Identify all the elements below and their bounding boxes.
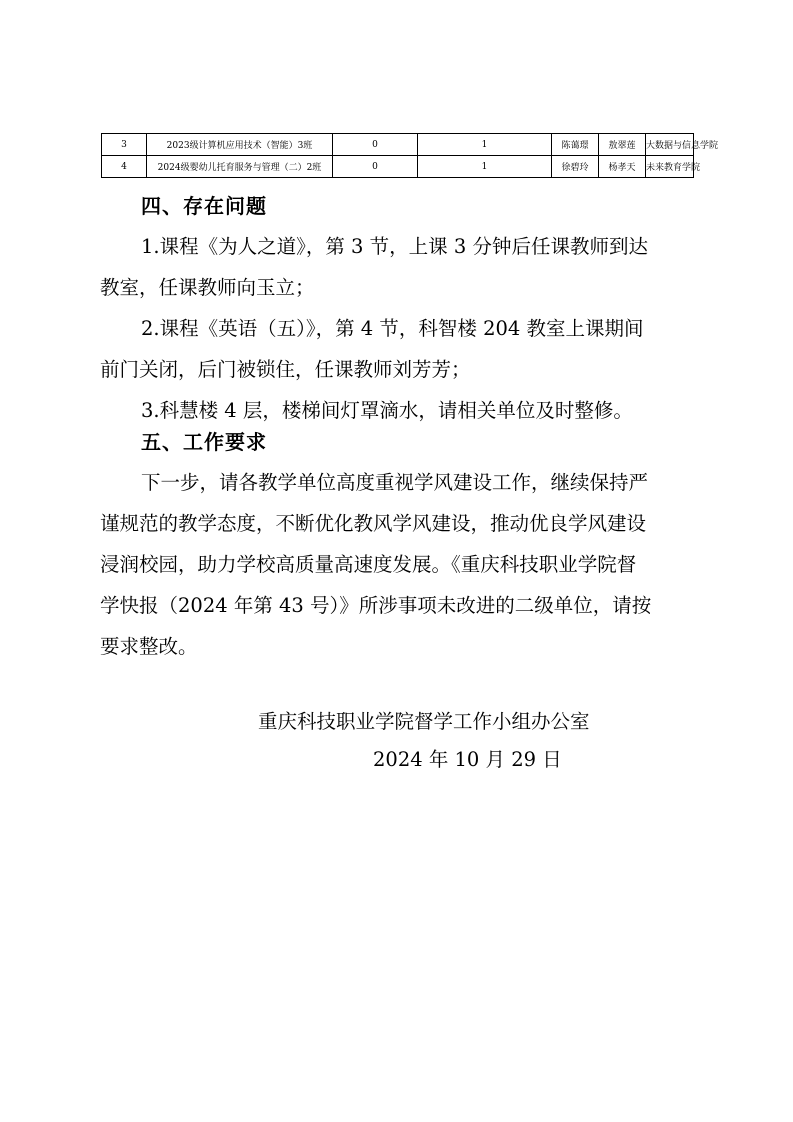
signature-date: 2024 年 10 月 29 日 xyxy=(373,748,562,771)
cell-person-1: 徐碧玲 xyxy=(552,156,599,178)
requirements-line-1: 下一步，请各教学单位高度重视学风建设工作，继续保持严 xyxy=(141,471,649,494)
requirements-line-2: 谨规范的教学态度，不断优化教风学风建设，推动优良学风建设 xyxy=(100,512,647,535)
cell-college: 大数据与信息学院 xyxy=(646,134,694,156)
inspection-table xyxy=(101,133,719,178)
problem-item-2-line-1: 2.课程《英语（五）》，第 4 节，科智楼 204 教室上课期间 xyxy=(141,317,644,340)
cell-count-2: 1 xyxy=(418,156,552,178)
cell-class: 2024级婴幼儿托育服务与管理（二）2班 xyxy=(147,156,333,178)
problem-item-2-line-2: 前门关闭，后门被锁住，任课教师刘芳芳； xyxy=(100,358,471,381)
cell-count-1: 0 xyxy=(333,156,418,178)
cell-count-1: 0 xyxy=(333,134,418,156)
section-heading-requirements: 五、工作要求 xyxy=(141,430,267,454)
problem-item-3-line-1: 3.科慧楼 4 层，楼梯间灯罩滴水，请相关单位及时整修。 xyxy=(141,399,633,422)
requirements-line-5: 要求整改。 xyxy=(100,635,198,658)
problem-item-1-line-1: 1.课程《为人之道》，第 3 节，上课 3 分钟后任课教师到达 xyxy=(141,235,648,258)
problems-list xyxy=(100,226,698,431)
requirements-paragraph xyxy=(100,462,698,667)
signature-org: 重庆科技职业学院督学工作小组办公室 xyxy=(258,710,590,733)
section-heading-problems: 四、存在问题 xyxy=(141,194,267,218)
requirements-line-4: 学快报（2024 年第 43 号）》所涉事项未改进的二级单位，请按 xyxy=(100,594,652,617)
table-row xyxy=(102,134,694,156)
cell-person-1: 陈蔼璟 xyxy=(552,134,599,156)
cell-college: 未来教育学院 xyxy=(646,156,694,178)
cell-no: 3 xyxy=(102,134,147,156)
problem-item-1-line-2: 教室，任课教师向玉立； xyxy=(100,276,315,299)
cell-count-2: 1 xyxy=(418,134,552,156)
cell-person-2: 杨孝天 xyxy=(599,156,646,178)
requirements-line-3: 浸润校园，助力学校高质量高速度发展。《重庆科技职业学院督 xyxy=(100,553,637,576)
cell-person-2: 敖翠莲 xyxy=(599,134,646,156)
cell-no: 4 xyxy=(102,156,147,178)
table-row xyxy=(102,156,694,178)
cell-class: 2023级计算机应用技术（智能）3班 xyxy=(147,134,333,156)
